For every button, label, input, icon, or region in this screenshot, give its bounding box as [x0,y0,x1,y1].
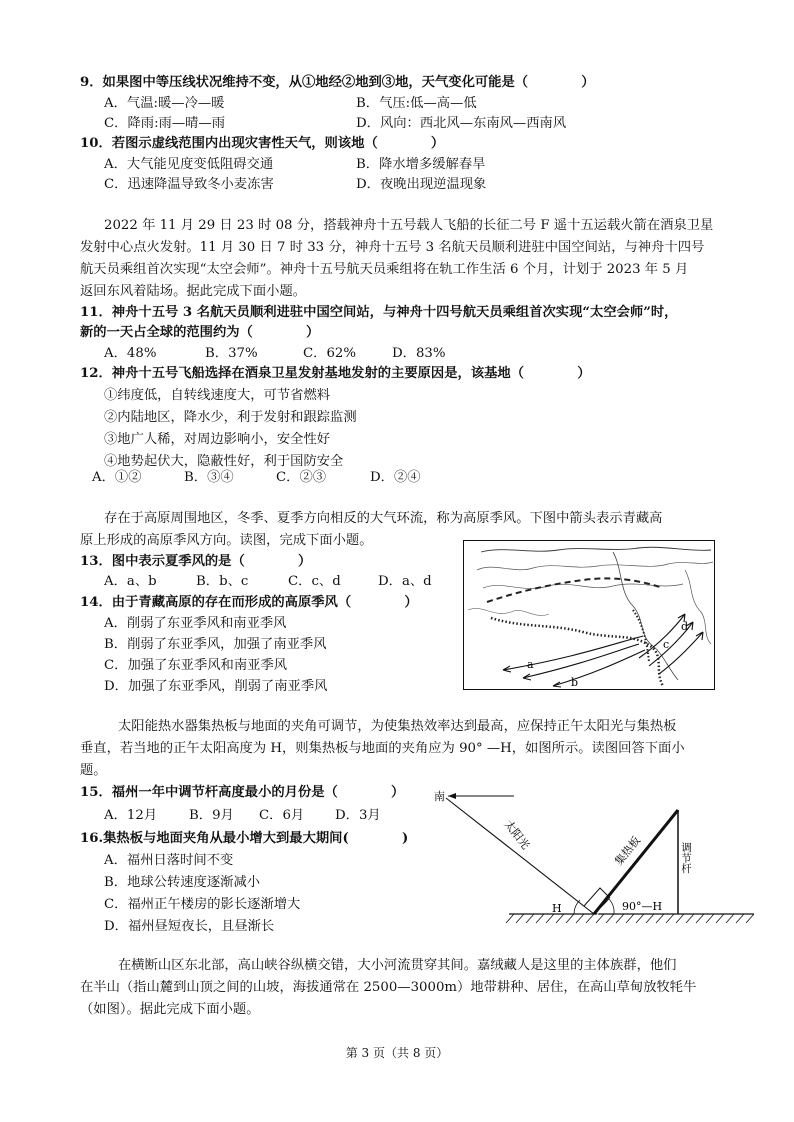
q10-stem: 10．若图示虚线范围内出现灾害性天气，则该地（ ） [80,136,445,151]
passage3-line1: 太阳能热水器集热板与地面的夹角可调节，为使集热效率达到最高，应保持正午太阳光与集热板 [118,719,677,734]
q9-option-c[interactable]: C．降雨:雨—晴—雨 [104,116,226,131]
q16-option-a[interactable]: A．福州日落时间不变 [104,853,234,868]
map-label-a: a [527,658,534,671]
q12-option-d[interactable]: D．②④ [370,470,421,485]
passage1-line1: 2022 年 11 月 29 日 23 时 08 分，搭载神舟十五号载人飞船的长征二号 F 遥十五运载火箭在酒泉卫星 [104,218,714,233]
q9-option-b[interactable]: B．气压:低—高—低 [356,96,477,111]
map-label-d: d [681,620,689,633]
q15-option-c[interactable]: C．6月 [259,808,305,823]
q14-option-d[interactable]: D．加强了东亚季风，削弱了南亚季风 [104,679,328,694]
q13-option-c[interactable]: C．c、d [288,574,341,589]
label-south: 南 [434,790,445,803]
q16-option-c[interactable]: C．福州正午楼房的影长逐渐增大 [104,897,301,912]
passage4-line3: （如图）。据此完成下面小题。 [80,1002,260,1017]
passage1-line4: 返回东风着陆场。据此完成下面小题。 [80,284,307,299]
q13-option-b[interactable]: B．b、c [196,574,249,589]
q14-option-b[interactable]: B．削弱了东亚季风，加强了南亚季风 [104,637,327,652]
q10-option-c[interactable]: C．迅速降温导致冬小麦冻害 [104,177,274,192]
q12-item-4: ④地势起伏大，隐蔽性好，利于国防安全 [104,454,344,469]
page-footer: 第 3 页（共 8 页） [345,1046,449,1060]
q11-stem-line2: 新的一天占全球的范围约为（ ） [80,325,320,340]
q12-option-b[interactable]: B．③④ [184,470,234,485]
q16-option-b[interactable]: B．地球公转速度逐渐减小 [104,875,261,890]
q11-option-d[interactable]: D．83% [392,346,446,361]
label-rod: 调节杆 [680,842,692,874]
plateau-monsoon-map [463,540,715,690]
q16-stem: 16.集热板与地面夹角从最小增大到最大期间( ) [80,831,409,846]
q12-option-c[interactable]: C．②③ [276,470,327,485]
q14-stem: 14．由于青藏高原的存在而形成的高原季风（ ） [80,595,418,610]
q13-stem: 13．图中表示夏季风的是（ ） [80,554,312,569]
q11-option-c[interactable]: C．62% [303,346,357,361]
label-panel: 集热板 [612,834,644,868]
q15-option-b[interactable]: B．9月 [189,808,234,823]
map-label-b: b [571,676,579,689]
q15-option-d[interactable]: D．3月 [335,808,381,823]
q11-stem-line1: 11．神舟十五号 3 名航天员顺利进驻中国空间站，与神舟十四号航天员乘组首次实现“太空会师”时， [80,305,678,320]
q14-option-a[interactable]: A．削弱了东亚季风和南亚季风 [104,616,287,631]
q12-item-1: ①纬度低，自转线速度大，可节省燃料 [104,388,331,403]
q12-item-2: ②内陆地区，降水少，利于发射和跟踪监测 [104,410,357,425]
label-h: H [552,902,562,915]
passage4-line1: 在横断山区东北部，高山峡谷纵横交错，大小河流贯穿其间。嘉绒藏人是这里的主体族群，他们 [118,958,677,973]
q11-option-a[interactable]: A．48% [104,346,157,361]
passage1-line2: 发射中心点火发射。11 月 30 日 7 时 33 分，神舟十五号 3 名航天员顺利进驻中国空间站，与神舟十四号 [80,240,705,255]
q15-option-a[interactable]: A．12月 [104,808,158,823]
passage2-line1: 存在于高原周围地区，冬季、夏季方向相反的大气环流，称为高原季风。下图中箭头表示青藏高 [104,511,663,526]
q11-option-b[interactable]: B．37% [205,346,258,361]
map-label-c: c [663,638,670,651]
q15-stem: 15．福州一年中调节杆高度最小的月份是（ ） [80,785,405,800]
q16-option-d[interactable]: D．福州昼短夜长，且昼渐长 [104,919,275,934]
q9-stem: 9．如果图中等压线状况维持不变，从①地经②地到③地，天气变化可能是（ ） [80,75,595,90]
passage4-line2: 在半山（指山麓到山顶之间的山坡，海拔通常在 2500—3000m）地带耕种、居住，在高山草甸放牧牦牛 [80,980,697,995]
passage3-line3: 题。 [80,763,107,778]
label-angle: 90°—H [622,900,663,913]
passage2-line2: 原上形成的高原季风方向。读图，完成下面小题。 [80,533,373,548]
q9-option-a[interactable]: A．气温:暖—冷—暖 [104,96,225,111]
label-sunlight: 太阳光 [501,817,533,852]
q13-option-a[interactable]: A．a、b [104,574,157,589]
q13-option-d[interactable]: D．a、d [378,574,432,589]
q12-stem: 12．神舟十五号飞船选择在酒泉卫星发射基地发射的主要原因是，该基地（ ） [80,366,591,381]
passage1-line3: 航天员乘组首次实现“太空会师”。神舟十五号航天员乘组将在轨工作生活 6 个月，计划于 2023 年 5 月 [80,262,689,277]
q10-option-a[interactable]: A．大气能见度变低阻碍交通 [104,157,274,172]
q12-item-3: ③地广人稀，对周边影响小，安全性好 [104,432,331,447]
q14-option-c[interactable]: C．加强了东亚季风和南亚季风 [104,658,288,673]
q10-option-d[interactable]: D．夜晚出现逆温现象 [356,177,487,192]
passage3-line2: 垂直，若当地的正午太阳高度为 H，则集热板与地面的夹角应为 90° —H，如图所示。读图回答下面小 [80,741,685,756]
q10-option-b[interactable]: B．降水增多缓解春旱 [356,157,486,172]
solar-collector-diagram [424,780,754,930]
q12-option-a[interactable]: A．①② [92,470,142,485]
q9-option-d[interactable]: D．风向：西北风—东南风—西南风 [356,116,567,131]
